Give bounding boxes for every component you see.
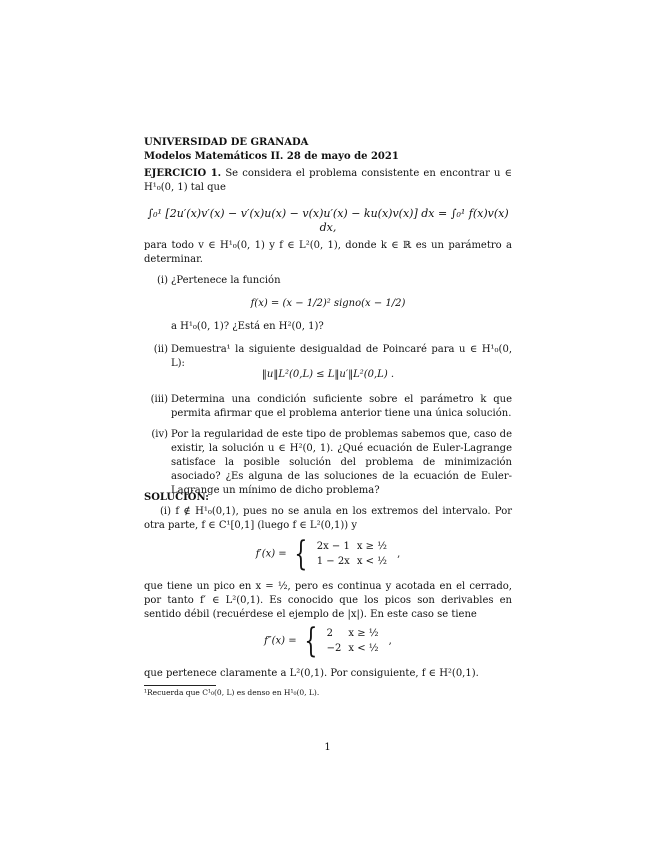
fsecond-cases <box>325 625 386 657</box>
item-ii-text: Demuestra¹ la siguiente desigualdad de Poincaré para u ∈ H¹₀(0, L): <box>171 344 512 369</box>
item-iii <box>144 393 512 421</box>
course-heading: Modelos Matemáticos II. 28 de mayo de 2021 <box>144 151 399 162</box>
exercise-label: EJERCICIO 1. <box>144 168 222 179</box>
fsecond-equation <box>144 621 512 661</box>
case-condition: x ≥ ½ <box>356 541 387 552</box>
solution-paragraph-1: (i) f ∉ H¹₀(0,1), pues no se anula en los extremos del intervalo. Por otra parte, f ∈ C¹[0,1] (luego f ∈ L²(0,1)) y <box>144 506 512 531</box>
weak-formulation-equation: ∫₀¹ [2u′(x)v′(x) − v′(x)u(x) − v(x)u′(x) − ku(x)v(x)] dx = ∫₀¹ f(x)v(x) dx, <box>147 207 509 234</box>
fsecond-lhs: f″(x) = <box>264 635 297 647</box>
fprime-equation <box>144 534 512 574</box>
solution-heading: SOLUCIÓN: <box>144 492 209 503</box>
case-expression: −2 <box>326 643 342 654</box>
item-ii <box>144 343 512 371</box>
left-brace-icon: { <box>304 621 318 661</box>
f-definition-equation: f(x) = (x − 1/2)² signo(x − 1/2) <box>250 298 406 309</box>
fprime-case-row <box>317 555 392 568</box>
fprime-trailing-comma: , <box>397 548 401 560</box>
case-expression: 1 − 2x <box>316 556 350 567</box>
case-condition: x ≥ ½ <box>348 628 379 639</box>
fprime-cases <box>315 538 394 570</box>
fprime-lhs: f′(x) = <box>255 548 287 560</box>
item-iii-label: (iii) <box>150 394 168 405</box>
item-iii-text: Determina una condición suficiente sobre el parámetro k que permita afirmar que el problema anterior tiene una única solución. <box>171 394 512 419</box>
case-expression: 2x − 1 <box>316 541 350 552</box>
university-heading: UNIVERSIDAD DE GRANADA <box>144 137 309 148</box>
item-iv-text: Por la regularidad de este tipo de problemas sabemos que, caso de existir, la solución u ∈ H²(0, 1). ¿Qué ecuación de Euler-Lagrange satisface la posible solución del problema de minimización asociado? ¿Es alguna de las soluciones de la ecuación de Euler-Lagrange un mínimo de dicho problema? <box>171 429 512 496</box>
exercise-statement <box>144 167 512 195</box>
item-ii-label: (ii) <box>153 344 168 355</box>
fsecond-trailing-comma: , <box>388 635 392 647</box>
left-brace-icon: { <box>294 534 308 574</box>
item-i-label: (i) <box>156 275 168 286</box>
footnote: ¹Recuerda que C¹₀(0, L) es denso en H¹₀(0, L). <box>144 688 320 697</box>
footnote-rule <box>144 685 216 686</box>
item-iv-label: (iv) <box>151 429 168 440</box>
case-condition: x < ½ <box>356 556 387 567</box>
case-expression: 2 <box>326 628 333 639</box>
item-iv <box>144 428 512 498</box>
exercise-intro: Se considera el problema consistente en encontrar u ∈ H¹₀(0, 1) tal que <box>144 168 512 193</box>
fsecond-case-row <box>327 627 384 640</box>
item-i-continuation <box>144 320 512 334</box>
page-number: 1 <box>324 742 331 753</box>
poincare-inequality: ‖u‖L²(0,L) ≤ L‖u′‖L²(0,L) . <box>261 369 395 380</box>
solution-paragraph-2: que tiene un pico en x = ½, pero es continua y acotada en el cerrado, por tanto f′ ∈ L²(0,1). Es conocido que los picos son derivables en sentido débil (recuérdese el ejemplo de |x|). En este caso se tiene <box>144 581 512 620</box>
case-condition: x < ½ <box>348 643 379 654</box>
fprime-case-row <box>317 540 392 553</box>
item-i-text: ¿Pertenece la función <box>171 275 281 286</box>
fsecond-case-row <box>327 642 384 655</box>
solution-paragraph-3: que pertenece claramente a L²(0,1). Por consiguiente, f ∈ H²(0,1). <box>144 668 479 679</box>
item-i-question: a H¹₀(0, 1)? ¿Está en H²(0, 1)? <box>171 321 324 332</box>
item-i <box>144 274 512 288</box>
equation-context: para todo v ∈ H¹₀(0, 1) y f ∈ L²(0, 1), donde k ∈ ℝ es un parámetro a determinar. <box>144 240 512 265</box>
